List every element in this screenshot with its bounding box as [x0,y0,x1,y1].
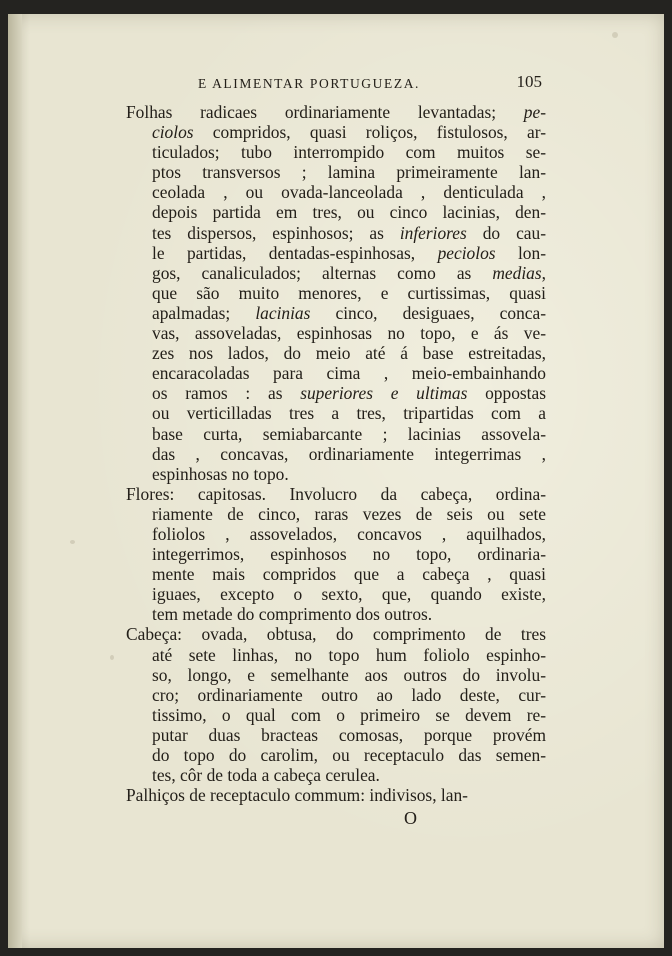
page-header [126,70,546,102]
text-line: zes nos lados, do meio até á base estreitadas, [152,343,546,364]
page-gutter [8,14,22,948]
italic-term: ciolos [152,122,194,143]
italic-term: peciolos [437,242,496,263]
text-line: mente mais compridos que a cabeça , quasi [152,564,546,585]
text-line: Folhas radicaes ordinariamente levantadas; pe- [126,102,546,122]
text-line: putar duas bracteas comosas, porque provém [152,724,546,745]
text-line: Flores: capitosas. Involucro da cabeça, ordina- [126,483,546,504]
text-line: ou verticilladas tres a tres, tripartidas com a [152,403,546,424]
text-line: tem metade do comprimento dos outros. [152,604,433,625]
text-line: ciolos compridos, quasi roliços, fistulosos, ar- [152,122,546,143]
page-text-block [126,70,546,805]
text-line: so, longo, e semelhante aos outros do involu- [152,664,546,685]
text-paragraph [126,102,546,484]
page-body [126,102,546,805]
running-title: E ALIMENTAR PORTUGUEZA. [198,76,421,91]
text-line: encaracoladas para cima , meio-embainhando [152,363,546,384]
text-line: os ramos : as superiores e ultimas oppostas [152,383,546,404]
text-line: vas, assoveladas, espinhosas no topo, e ás ve- [152,323,546,344]
text-line: tes, côr de toda a cabeça cerulea. [152,765,380,786]
paper-stain [110,655,114,660]
text-line: Palhiços de receptaculo commum: indivisos, lan- [126,785,468,806]
text-line: apalmadas; lacinias cinco, desiguaes, conca- [152,302,546,323]
text-line: foliolos , assovelados, concavos , aquilhados, [152,523,546,544]
text-line: que são muito menores, e curtissimas, quasi [152,282,546,303]
italic-term: inferiores [399,222,467,243]
page-number: 105 [516,72,542,91]
text-line: tes dispersos, espinhosos; as inferiores do cau- [152,222,546,243]
italic-term: medias [492,262,542,283]
text-paragraph [126,484,546,625]
text-paragraph [126,785,546,805]
text-line: depois partida em tres, ou cinco lacinias, den- [152,202,546,223]
text-line: das , concavas, ordinariamente integerrimas , [152,443,546,464]
text-line: base curta, semiabarcante ; lacinias assovela- [152,423,546,444]
text-paragraph [126,624,546,785]
italic-term: lacinias [255,302,311,323]
text-line: Cabeça: ovada, obtusa, do comprimento de tres [126,624,546,645]
text-line: gos, canaliculados; alternas como as medias, [152,262,546,283]
text-line: iguaes, excepto o sexto, que, quando existe, [152,584,546,605]
text-line: ceolada , ou ovada-lanceolada , denticulada , [152,182,546,203]
text-line: até sete linhas, no topo hum foliolo espinho- [152,644,546,665]
text-line: cro; ordinariamente outro ao lado deste, cur- [152,684,546,705]
text-line: riamente de cinco, raras vezes de seis ou sete [152,503,546,524]
text-line: ticulados; tubo interrompido com muitos se- [152,142,546,163]
text-line: le partidas, dentadas-espinhosas, peciolos lon- [152,242,546,263]
paper-stain [612,32,618,38]
text-line: do topo do carolim, ou receptaculo das semen- [152,745,546,765]
text-line: espinhosas no topo. [152,463,289,484]
italic-term: pe- [523,102,546,122]
text-line: tissimo, o qual com o primeiro se devem re- [152,704,546,725]
catchword: O [404,808,417,828]
paper-stain [70,540,75,544]
text-line: ptos transversos ; lamina primeiramente lan- [152,162,546,183]
italic-term: superiores e ultimas [300,383,468,404]
text-line: integerrimos, espinhosos no topo, ordinaria- [152,544,546,565]
